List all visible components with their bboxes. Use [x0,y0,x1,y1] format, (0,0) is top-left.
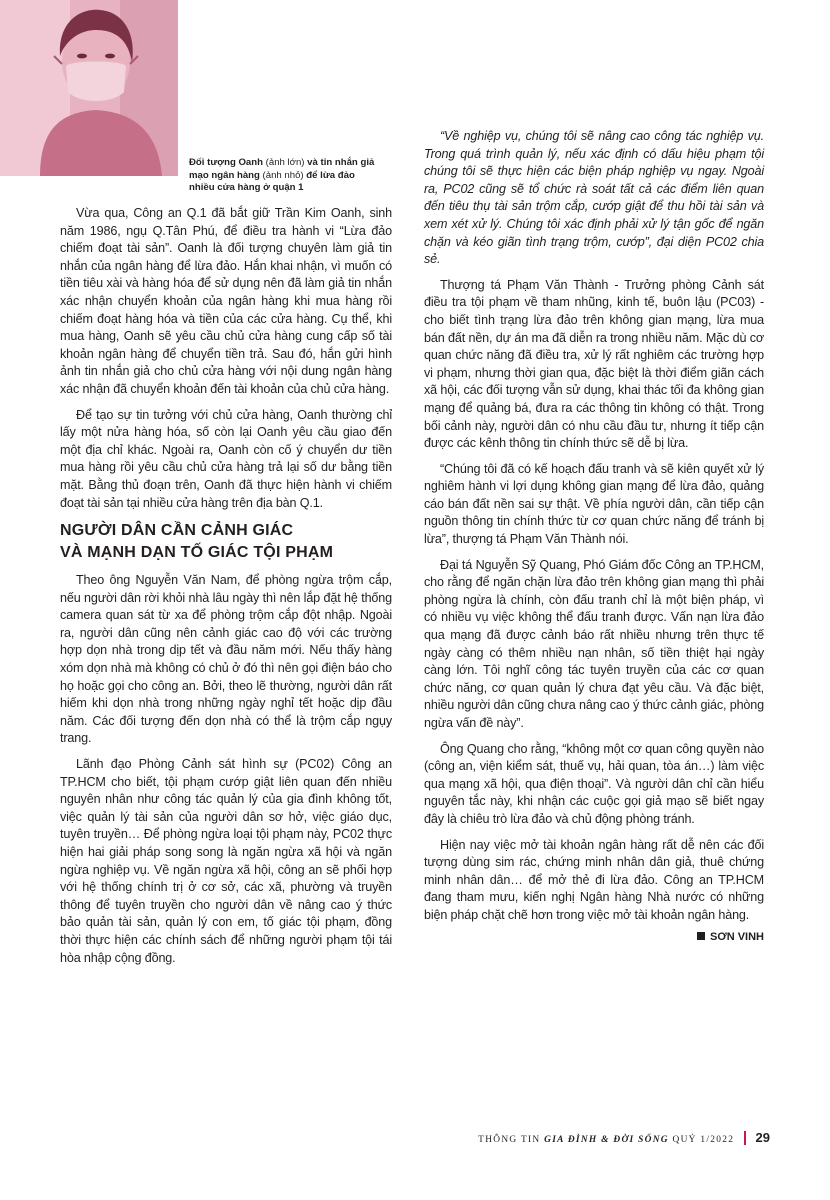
footer-issue: QUÝ 1/2022 [672,1135,735,1145]
paragraph: Ông Quang cho rằng, “không một cơ quan công quyền nào (công an, viện kiểm sát, thuế vụ, hải quan, tòa án…) làm việc qua mạng xã hội, qua điện thoại”. Và người dân chỉ cần hiểu nguyên tắc này, khi nhận các cuộc gọi giả mạo sẽ biết ngay đây là chiêu trò lừa đảo và chủ động phòng tránh. [424,741,764,826]
paragraph: Để tạo sự tin tưởng với chủ cửa hàng, Oanh thường chỉ lấy một nửa hàng hóa, số còn lại Oanh yêu cầu giao đến một địa chỉ khác. Ngoài ra, Oanh còn cố ý chuyển dư tiền mua hàng rồi yêu cầu chủ cửa hàng trả lại số dư bằng tiền mặt. Bằng thủ đoạn trên, Oanh đã thực hiện hành vi chiếm đoạt tài sản tại nhiều cửa hàng trên địa bàn Q.1. [60,407,392,510]
paragraph: Vừa qua, Công an Q.1 đã bắt giữ Trần Kim Oanh, sinh năm 1986, ngụ Q.Tân Phú, để điều tra hành vi “Lừa đảo chiếm đoạt tài sản”. Oanh là đối tượng chuyên làm giả tin nhắn của ngân hàng để lừa đảo. Hắn khai nhận, vì muốn có tiền tiêu xài và hàng hóa để sử dụng nên đã làm giả tin nhắn xác nhận chuyển khoản của ngân hàng khi mua hàng rồi chiếm đoạt hàng hóa và tiền của các cửa hàng. Cụ thể, khi mua hàng, Oanh sẽ yêu cầu chủ cửa hàng cung cấp số tài khoản ngân hàng để chuyển tiền trả. Sau đó, hắn gửi hình ảnh tin nhắn giả cho chủ cửa hàng với nội dung ngân hàng xác nhận đã chuyển khoản đến tài khoản của chủ cửa hàng. [60,206,392,396]
heading-line-1: NGƯỜI DÂN CẦN CẢNH GIÁC [60,522,294,540]
caption-name: Đối tượng Oanh [189,157,263,168]
section-heading [60,520,392,564]
paragraph: “Chúng tôi đã có kế hoạch đấu tranh và sẽ kiên quyết xử lý nghiêm hành vi lợi dụng không gian mạng để lừa đảo, quảng cáo bán đất nền sai sự thật. Về phía người dân, cần tiếp cận nguồn thông tin chính thức từ cơ quan chức năng để tránh bị lừa”, thượng tá Phạm Văn Thành nói. [424,461,764,547]
paragraph: Thượng tá Phạm Văn Thành - Trưởng phòng Cảnh sát điều tra tội phạm về tham nhũng, kinh tế, buôn lậu (PC03) - cho biết tình trạng lừa đảo trên không gian mạng, lừa mua bán đất nền, dự án ma đã diễn ra trong nhiều năm. Mặc dù cơ quan chức năng đã điều tra, xử lý rất nghiêm các trường hợp vi phạm, nhưng thời gian qua, đặc biệt là thời điểm giãn cách xã hội, các đối tượng vẫn sử dụng, khai thác tối đa không gian mạng để quảng bá, đưa ra các thông tin không có thật. Trong bối cảnh này, người dân có nhu cầu đầu tư, nhưng ít tiếp cận được các kênh thông tin chính thức sẽ dễ bị lừa. [424,277,764,451]
square-bullet-icon [697,932,705,940]
caption-note-1: (ảnh lớn) [263,157,308,168]
footer-magazine: GIA ĐÌNH & ĐỜI SỐNG [544,1135,669,1145]
footer-divider [744,1131,746,1145]
caption-note-2: (ảnh nhỏ) [259,169,307,181]
paragraph: “Về nghiệp vụ, chúng tôi sẽ nâng cao công tác nghiệp vụ. Trong quá trình quản lý, nếu xác định có dấu hiệu phạm tội chúng tôi sẽ thực hiện các biện pháp nghiệp vụ ngay. Ngoài ra, PC02 cũng sẽ tổ chức rà soát tất cả các điểm liên quan đến tiêu thụ tài sản trộm cắp, cướp giật để thu hồi tài sản và xem xét xử lý. Chúng tôi xác định phải xử lý tận gốc để ngăn chặn và kéo giãn tình trạng trộm, cướp”, đại diện PC02 chia sẻ. [424,129,764,267]
author-name: SƠN VINH [709,930,764,943]
photo-caption [189,157,379,195]
caption-end: để lừa đảo nhiều cửa hàng ở quận 1 [189,169,355,194]
paragraph: Theo ông Nguyễn Văn Nam, để phòng ngừa trộm cắp, nếu người dân rời khỏi nhà lâu ngày thì nên lắp đặt hệ thống camera quan sát từ xa để phòng trộm cắp đột nhập. Ngoài ra, người dân cũng nên cảnh giác cao độ với các trường hợp dọn nhà trong dịp tết và đầu năm mới. Nếu thấy hàng xóm dọn nhà mà không có chủ ở đó thì nên gọi điện báo cho họ hoặc gọi cho công an. Bởi, theo lẽ thường, người dân rất hiếm khi dọn nhà trong những ngày nghỉ tết hoặc dịp đầu năm. Các đối tượng đến dọn nhà có thể là trộm cắp ngụy trang. [60,573,392,746]
paragraph: Đại tá Nguyễn Sỹ Quang, Phó Giám đốc Công an TP.HCM, cho rằng để ngăn chặn lừa đảo trên không gian mạng thì phải phòng ngừa là chính, còn đấu tranh chỉ là một biện pháp, vì có nhiều vụ việc không thể đấu tranh được. Vấn nạn lừa đảo qua mạng đã được cảnh báo rất nhiều nhưng trên thực tế ngày càng có thêm nhiều nạn nhân, số tiền thiệt hại ngày càng lớn. Tôi nghĩ công tác tuyên truyền của các cơ quan chức năng, cơ quan quản lý chưa đạt yêu cầu. Và đặc biệt, nhiều người dân cũng chưa nâng cao ý thức cảnh giác, phòng ngừa vấn đề này”. [424,557,764,730]
paragraph: Hiện nay việc mở tài khoản ngân hàng rất dễ nên các đối tượng dùng sim rác, chứng minh nhân dân giả, thuê chứng minh nhân dân… để mở thẻ đi lừa đảo. Công an TP.HCM đang tham mưu, kiến nghị Ngân hàng Nhà nước có những biện pháp chặt chẽ hơn trong việc mở tài khoản ngân hàng. [424,837,764,922]
page-number: 29 [755,1130,770,1145]
footer-prefix: THÔNG TIN [478,1135,541,1145]
author-byline [424,931,764,943]
paragraph: Lãnh đạo Phòng Cảnh sát hình sự (PC02) Công an TP.HCM cho biết, tội phạm cướp giật liên quan đến nhiều nguyên nhân như công tác quản lý của gia đình không tốt, việc quản lý tài sản của người dân sơ hở, việc giáo dục, tuyên truyền… Để phòng ngừa loại tội phạm này, PC02 thực hiện hai giải pháp song song là ngăn ngừa xã hội và ngăn ngừa nghiệp vụ. Về ngăn ngừa xã hội, công an sẽ phối hợp với hệ thống chính trị ở cơ sở, các xã, phường và truyền thông để tuyên truyền cho người dân về nâng cao ý thức bảo quản tài sản, quản lý con em, tố giác tội phạm, đồng thời thực hiện các chính sách để những người phạm tội tái hòa nhập cộng đồng. [60,757,392,965]
suspect-photo [0,0,178,176]
page-footer [430,1130,770,1145]
caption-mid: và tin nhắn giả mạo ngân hàng [189,157,375,181]
left-column [60,205,392,975]
heading-line-2: VÀ MẠNH DẠN TỐ GIÁC TỘI PHẠM [60,544,334,562]
right-column [424,128,764,943]
